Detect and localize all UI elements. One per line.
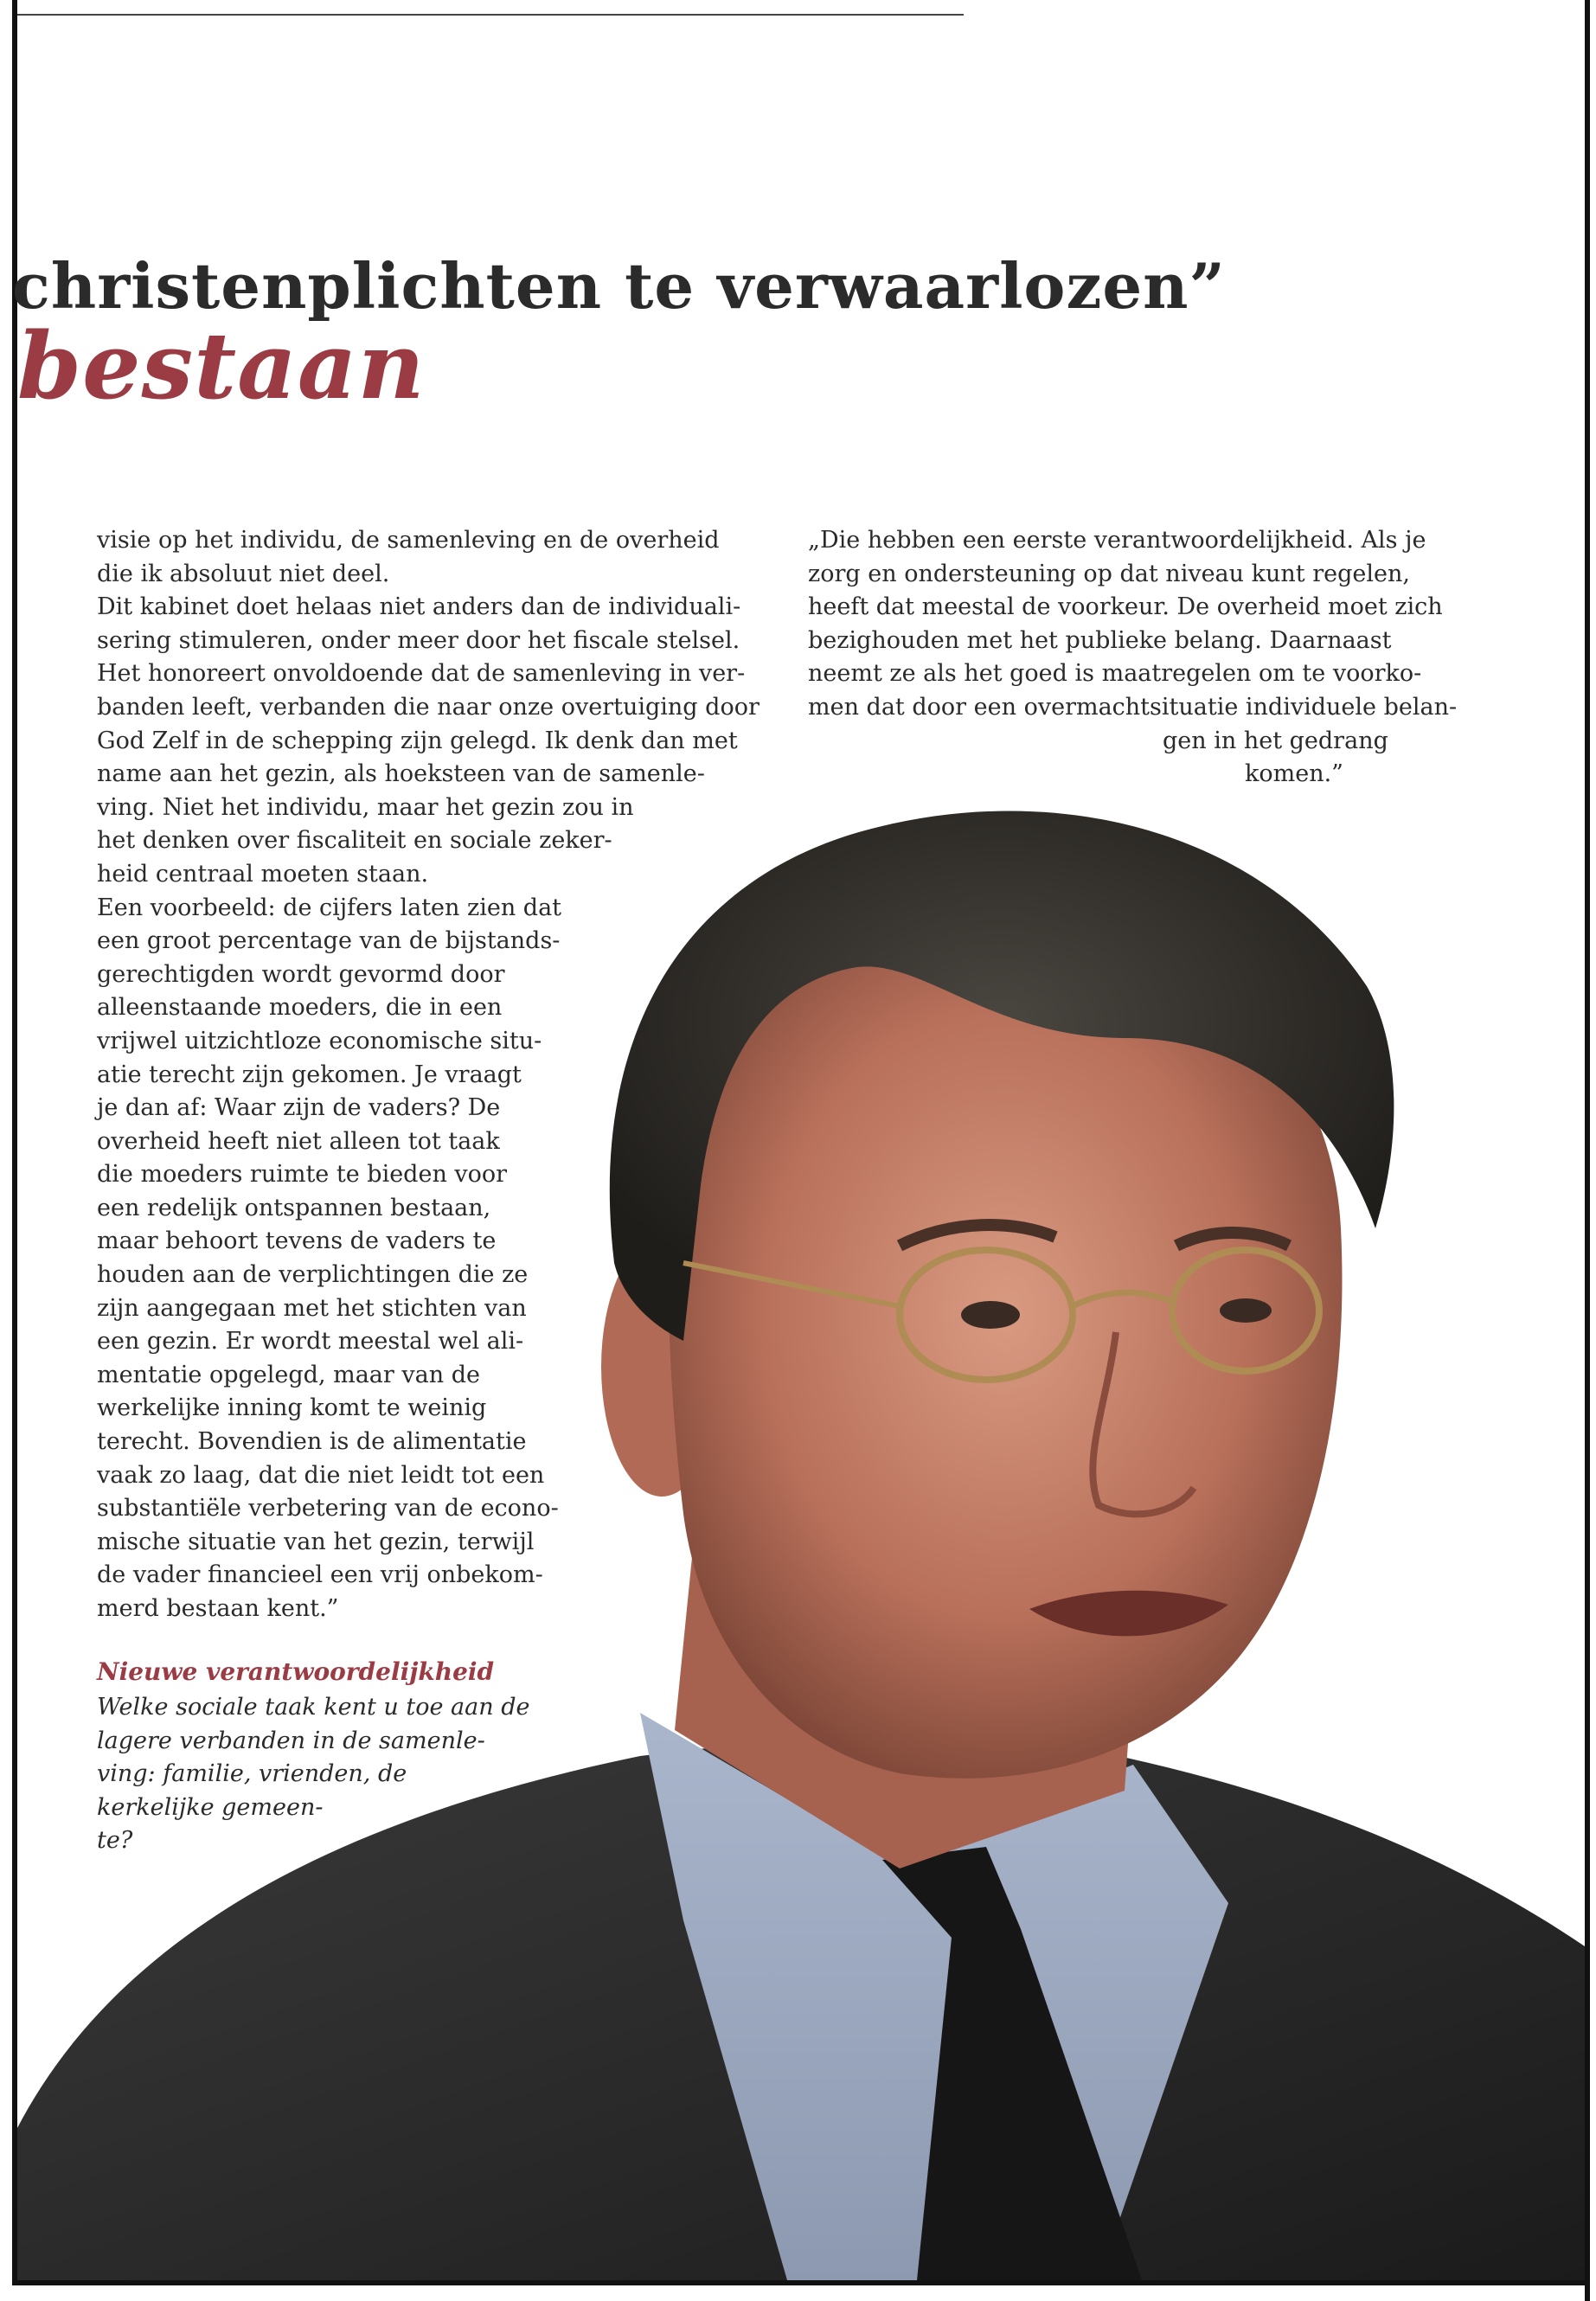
text-line: mentatie opgelegd, maar van de — [97, 1361, 480, 1388]
text-line: houden aan de verplichtingen die ze — [97, 1261, 529, 1289]
top-rule — [12, 14, 964, 16]
text-line: maar behoort tevens de vaders te — [97, 1227, 497, 1255]
text-line: terecht. Bovendien is de alimentatie — [97, 1428, 527, 1456]
text-line: atie terecht zijn gekomen. Je vraagt — [97, 1061, 522, 1088]
text-line: overheid heeft niet alleen tot taak — [97, 1127, 500, 1155]
text-line: ving. Niet het individu, maar het gezin zou in — [97, 793, 634, 821]
text-line: werkelijke inning komt te weinig — [97, 1394, 487, 1422]
text-line: een gezin. Er wordt meestal wel ali- — [97, 1328, 524, 1356]
text-line: God Zelf in de schepping zijn gelegd. Ik denk dan met — [97, 727, 738, 754]
eye-left — [961, 1301, 1020, 1329]
text-line: „Die hebben een eerste verantwoordelijkheid. Als je — [808, 527, 1426, 554]
text-line: name aan het gezin, als hoeksteen van de samenle- — [97, 760, 705, 788]
text-line: komen.” — [1245, 760, 1343, 788]
text-line: merd bestaan kent.” — [97, 1595, 339, 1622]
text-line: een groot percentage van de bijstands- — [97, 927, 561, 955]
text-line: het denken over fiscaliteit en sociale zeker- — [97, 827, 612, 855]
text-line: kerkelijke gemeen- — [97, 1793, 324, 1821]
eye-right — [1220, 1298, 1272, 1323]
text-line: lagere verbanden in de samenle- — [97, 1727, 485, 1754]
text-line: substantiële verbetering van de econo- — [97, 1495, 559, 1522]
text-line: banden leeft, verbanden die naar onze overtuiging door — [97, 693, 760, 721]
text-line: alleenstaande moeders, die in een — [97, 994, 503, 1022]
text-line: zorg en ondersteuning op dat niveau kunt regelen, — [808, 560, 1410, 587]
text-line: Welke sociale taak kent u toe aan de — [97, 1694, 530, 1721]
text-line: vaak zo laag, dat die niet leidt tot een — [97, 1461, 545, 1489]
headline: christenplichten te verwaarlozen” — [12, 249, 1226, 324]
text-line: de vader financieel een vrij onbekom- — [97, 1561, 543, 1589]
page-border-right — [1585, 0, 1590, 2301]
text-line: die moeders ruimte te bieden voor — [97, 1161, 508, 1189]
text-line: gen in het gedrang — [1163, 727, 1388, 754]
question-heading: Nieuwe verantwoordelijkheid — [97, 1657, 495, 1686]
text-line: vrijwel uitzichtloze economische situ- — [97, 1027, 542, 1054]
article-column-left — [97, 524, 760, 1626]
text-line: neemt ze als het goed is maatregelen om te voorko- — [808, 660, 1422, 688]
text-line: je dan af: Waar zijn de vaders? De — [97, 1094, 501, 1122]
text-line: Het honoreert onvoldoende dat de samenleving in ver- — [97, 660, 746, 688]
text-line: ving: familie, vrienden, de — [97, 1760, 407, 1788]
article-column-right — [808, 524, 1457, 792]
text-line: sering stimuleren, onder meer door het fiscale stelsel. — [97, 626, 740, 654]
text-line: men dat door een overmachtsituatie individuele belan- — [808, 693, 1458, 721]
text-line: te? — [97, 1827, 133, 1855]
page-border-bottom — [12, 2280, 1590, 2285]
text-line: zijn aangegaan met het stichten van — [97, 1294, 527, 1322]
text-line: visie op het individu, de samenleving en de overheid — [97, 527, 720, 554]
text-line: heeft dat meestal de voorkeur. De overheid moet zich — [808, 593, 1443, 621]
text-line: heid centraal moeten staan. — [97, 860, 429, 888]
text-line: mische situatie van het gezin, terwijl — [97, 1528, 535, 1555]
text-line: gerechtigden wordt gevormd door — [97, 960, 505, 988]
text-line: bezighouden met het publieke belang. Daarnaast — [808, 626, 1392, 654]
text-line: Dit kabinet doet helaas niet anders dan de individuali- — [97, 593, 741, 621]
text-line: een redelijk ontspannen bestaan, — [97, 1194, 491, 1221]
text-line: Een voorbeeld: de cijfers laten zien dat — [97, 894, 562, 921]
subheadline: bestaan — [17, 311, 426, 420]
text-line: die ik absoluut niet deel. — [97, 560, 390, 587]
question-text — [97, 1691, 529, 1858]
